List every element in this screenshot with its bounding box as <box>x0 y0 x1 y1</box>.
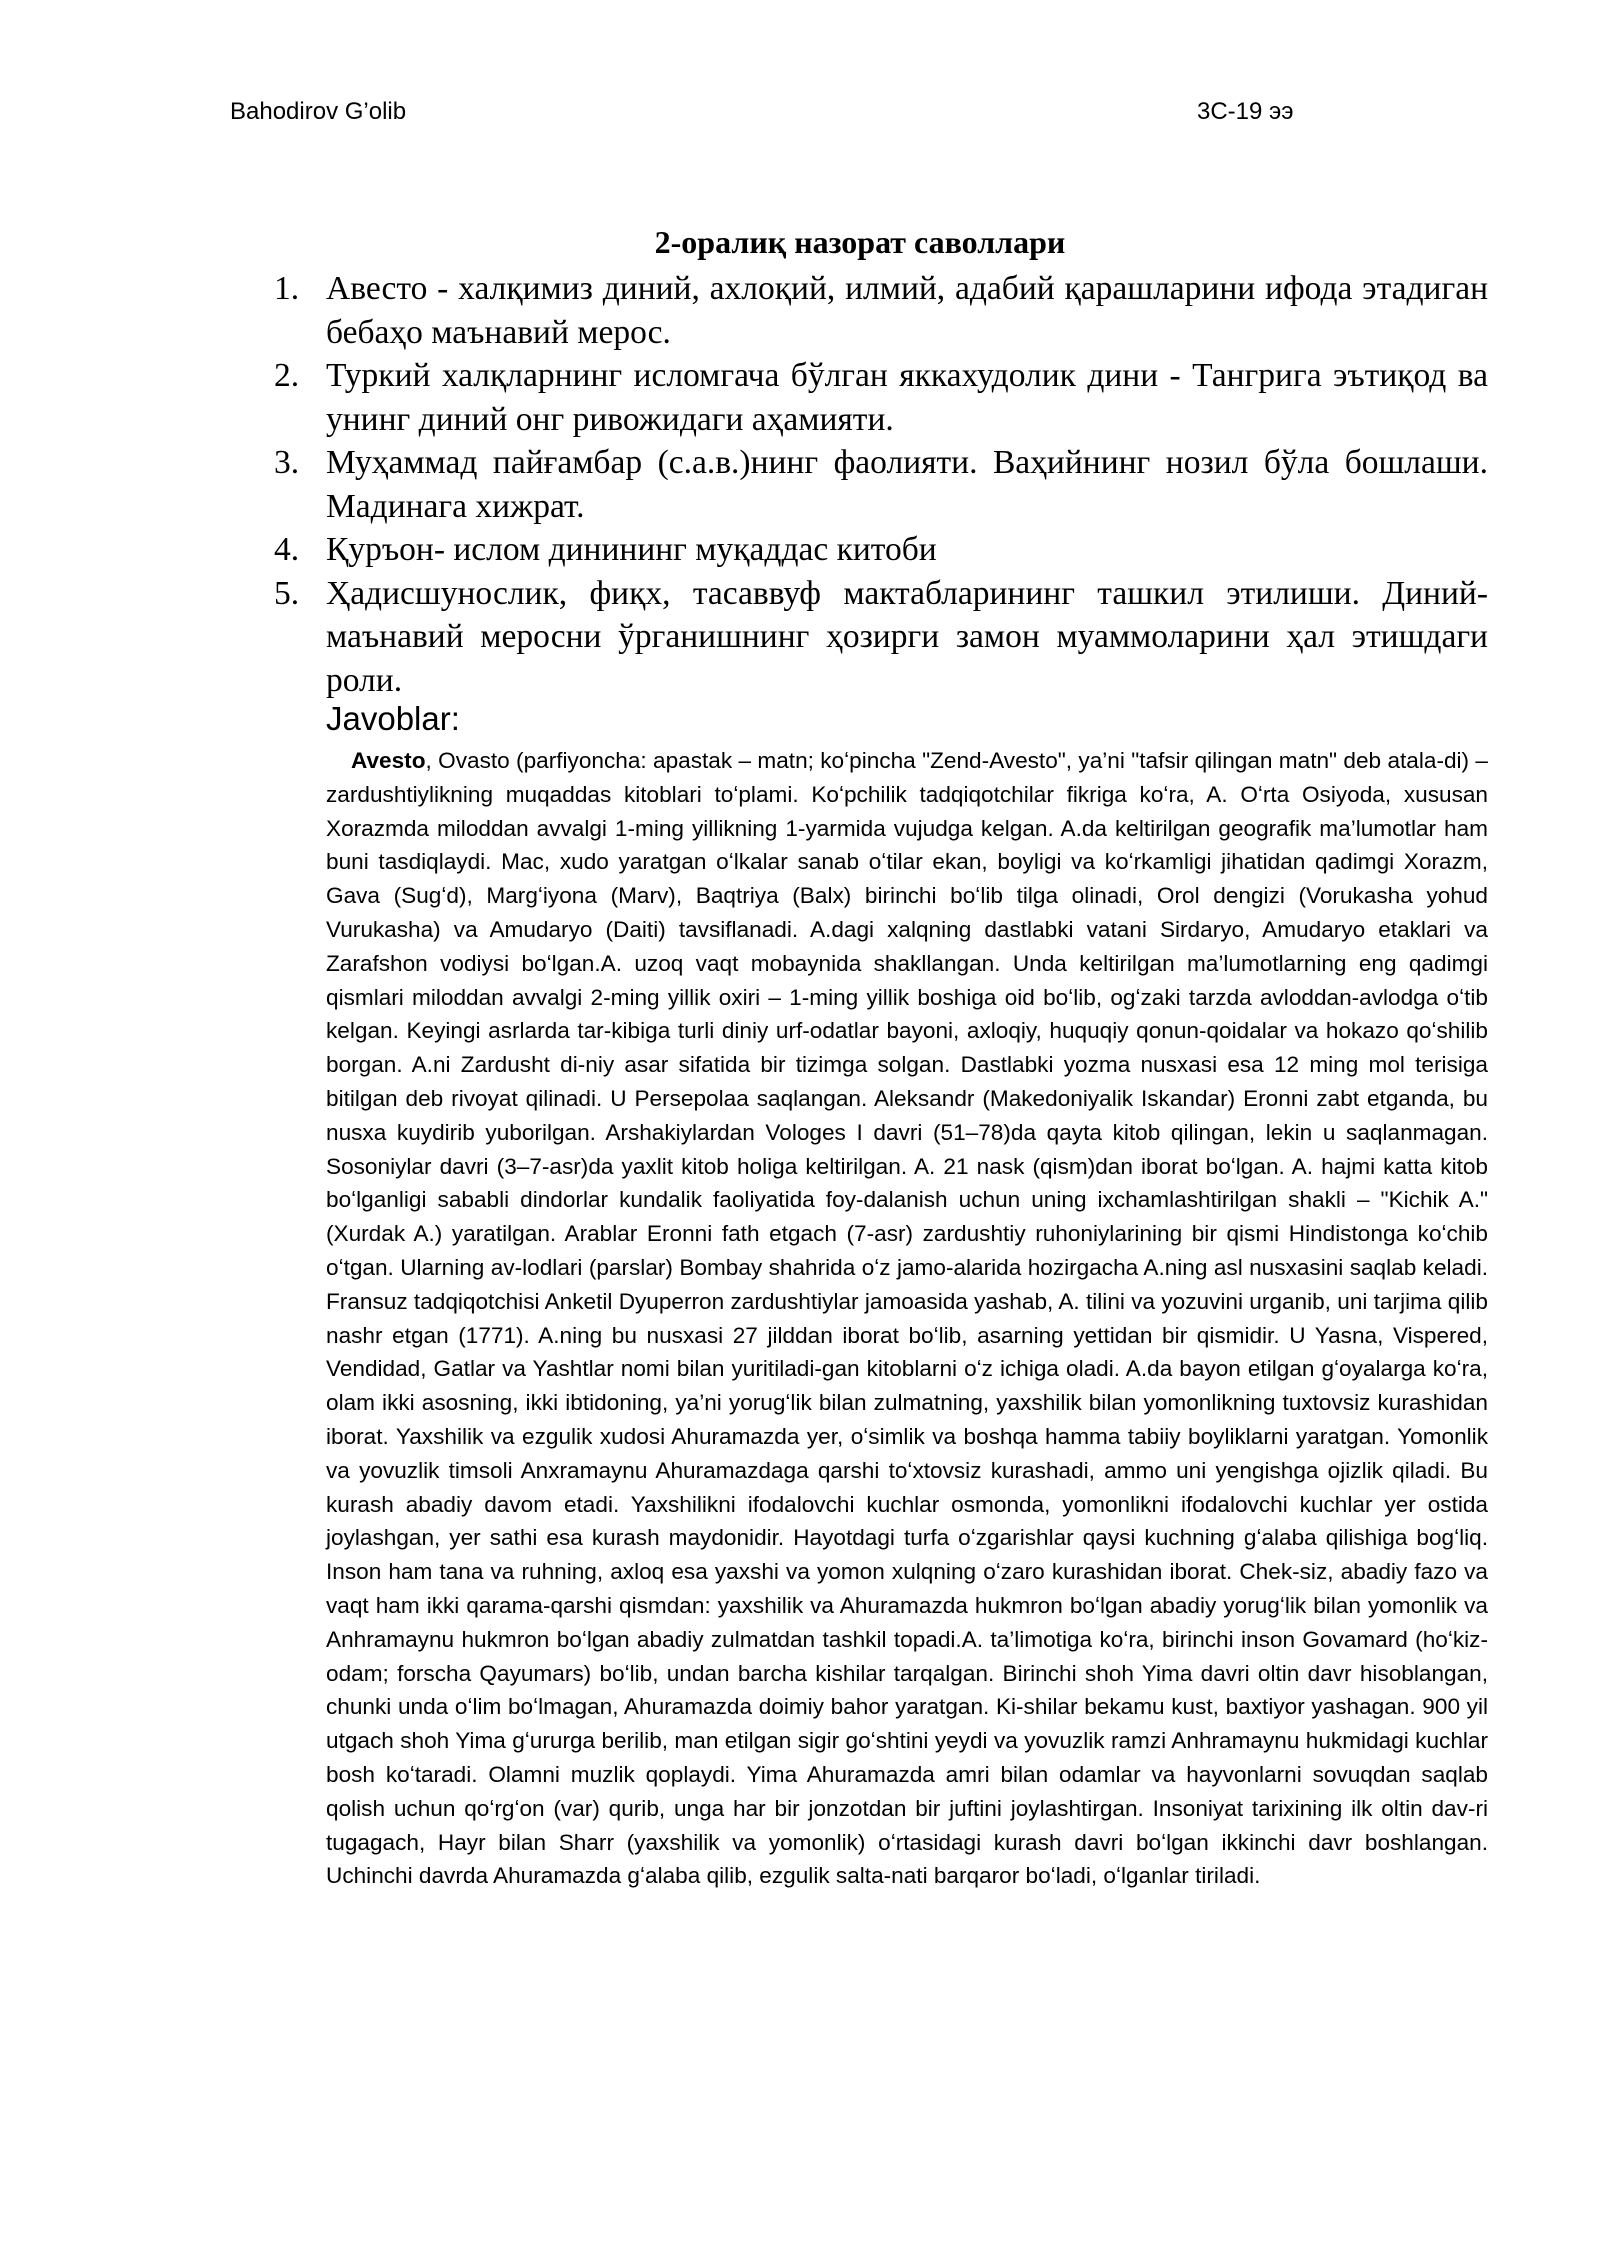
question-number: 4. <box>274 531 300 568</box>
header-author: Bahodirov G’olib <box>230 98 407 125</box>
question-text: Ҳадисшунослик, фиқх, тасаввуф мактабларининг ташкил этилиши. Диний-маънавий меросни ўрганишнинг ҳозирги замон муаммоларини ҳал этишдаги роли. <box>326 574 1488 699</box>
question-item <box>274 572 1488 703</box>
question-number: 3. <box>274 444 300 481</box>
question-item <box>274 528 1488 572</box>
question-number: 5. <box>274 574 300 612</box>
question-text: Қуръон- ислом динининг муқаддас китоби <box>326 531 937 568</box>
answer-paragraph <box>326 744 1488 1893</box>
question-text: Авесто - халқимиз диний, ахлоқий, илмий, адабий қарашларини ифода этадиган бебаҳо маънавий мерос. <box>326 270 1488 351</box>
questions-list <box>262 267 1488 702</box>
question-item <box>274 354 1488 441</box>
answer-term: Avesto <box>351 748 426 773</box>
question-number: 1. <box>274 270 300 307</box>
question-text: Муҳаммад пайғамбар (с.а.в.)нинг фаолияти. Ваҳийнинг нозил бўла бошлаши. Мадинага хижрат. <box>326 444 1488 525</box>
document-title: 2-оралиқ назорат саволлари <box>654 224 1066 260</box>
question-number: 2. <box>274 357 300 394</box>
question-item <box>274 441 1488 528</box>
question-text: Туркий халқларнинг исломгача бўлган яккахудолик дини - Тангрига эътиқод ва унинг диний онг ривожидаги аҳамияти. <box>326 357 1488 438</box>
header-group: 3C-19 ээ <box>1197 98 1294 125</box>
answer-text: , Ovasto (parfiyoncha: apastak – matn; koʻpincha "Zend-Avesto", ya’ni "tafsir qilingan matn" deb atala-di) – zardushtiylikning muqaddas kitoblari toʻplami. Koʻpchilik tadqiqotchilar fikriga koʻra, A. Oʻrta Osiyoda, xususan Xorazmda miloddan avvalgi 1-ming yillikning 1-yarmida vujudga kelgan. A.da keltirilgan geografik ma’lumotlar ham buni tasdiqlaydi. Mac, xudo yaratgan oʻlkalar sanab oʻtilar ekan, boyligi va koʻrkamligi jihatidan qadimgi Xorazm, Gava (Sugʻd), Margʻiyona (Marv), Baqtriya (Balx) birinchi boʻlib tilga olinadi, Orol dengizi (Vorukasha yohud Vurukasha) va Amudaryo (Daiti) tavsiflanadi. A.dagi xalqning dastlabki vatani Sirdaryo, Amudaryo etaklari va Zarafshon vodiysi boʻlgan.A. uzoq vaqt mobaynida shakllangan. Unda keltirilgan ma’lumotlarning eng qadimgi qismlari miloddan avvalgi 2-ming yillik oxiri – 1-ming yillik boshiga oid boʻlib, ogʻzaki tarzda avloddan-avlodga oʻtib kelgan. Keyingi asrlarda tar-kibiga turli diniy urf-odatlar bayoni, axloqiy, huquqiy qonun-qoidalar va hokazo qoʻshilib borgan. A.ni Zardusht di-niy asar sifatida bir tizimga solgan. Dastlabki yozma nusxasi esa 12 ming mol terisiga bitilgan deb rivoyat qilinadi. U Persepolaa saqlangan. Aleksandr (Makedoniyalik Iskandar) Eronni zabt etganda, bu nusxa kuydirib yuborilgan. Arshakiylardan Vologes I davri (51–78)da qayta kitob qilingan, lekin u saqlanmagan. Sosoniylar davri (3–7-asr)da yaxlit kitob holiga keltirilgan. A. 21 nask (qism)dan iborat boʻlgan. A. hajmi katta kitob boʻlganligi sababli dindorlar kundalik faoliyatida foy-dalanish uchun uning ixchamlashtirilgan shakli – "Kichik A." (Xurdak A.) yaratilgan. Arablar Eronni fath etgach (7-asr) zardushtiy ruhoniylarining bir qismi Hindistonga koʻchib oʻtgan. Ularning av-lodlari (parslar) Bombay shahrida oʻz jamo-alarida hozirgacha A.ning asl nusxasini saqlab keladi. Fransuz tadqiqotchisi Anketil Dyuperron zardushtiylar jamoasida yashab, A. tilini va yozuvini urganib, uni tarjima qilib nashr etgan (1771). A.ning bu nusxasi 27 jilddan iborat boʻlib, asarning yettidan bir qismidir. U Yasna, Vispered, Vendidad, Gatlar va Yashtlar nomi bilan yuritiladi-gan kitoblarni oʻz ichiga oladi. A.da bayon etilgan gʻoyalarga koʻra, olam ikki asosning, ikki ibtidoning, ya’ni yorugʻlik bilan zulmatning, yaxshilik bilan yomonlikning tuxtovsiz kurashidan iborat. Yaxshilik va ezgulik xudosi Ahuramazda yer, oʻsimlik va boshqa hamma tabiiy boyliklarni yaratgan. Yomonlik va yovuzlik timsoli Anxramaynu Ahuramazdaga qarshi toʻxtovsiz kurashadi, ammo uni yengishga ojizlik qiladi. Bu kurash abadiy davom etadi. Yaxshilikni ifodalovchi kuchlar osmonda, yomonlikni ifodalovchi kuchlar yer ostida joylashgan, yer sathi esa kurash maydonidir. Hayotdagi turfa oʻzgarishlar qaysi kuchning gʻalaba qilishiga bogʻliq. Inson ham tana va ruhning, axloq esa yaxshi va yomon xulqning oʻzaro kurashidan iborat. Chek-siz, abadiy fazo va vaqt ham ikki qarama-qarshi qismdan: yaxshilik va Ahuramazda hukmron boʻlgan abadiy yorugʻlik bilan yomonlik va Anhramaynu hukmron boʻlgan abadiy zulmatdan tashkil topadi.A. ta’limotiga koʻra, birinchi inson Govamard (hoʻkiz-odam; forscha Qayumars) boʻlib, undan barcha kishilar tarqalgan. Birinchi shoh Yima davri oltin davr hisoblangan, chunki unda oʻlim boʻlmagan, Ahuramazda doimiy bahor yaratgan. Ki-shilar bekamu kust, baxtiyor yashagan. 900 yil utgach shoh Yima gʻururga berilib, man etilgan sigir goʻshtini yeydi va yovuzlik ramzi Anhramaynu hukmidagi kuchlar bosh koʻtaradi. Olamni muzlik qoplaydi. Yima Ahuramazda amri bilan odamlar va hayvonlarni sovuqdan saqlab qolish uchun qoʻrgʻon (var) qurib, unga har bir jonzotdan bir juftini joylashtirgan. Insoniyat tarixining ilk oltin dav-ri tugagach, Hayr bilan Sharr (yaxshilik va yomonlik) oʻrtasidagi kurash davri boʻlgan ikkinchi davr boshlangan. Uchinchi davrda Ahuramazda gʻalaba qilib, ezgulik salta-nati barqaror boʻladi, oʻlganlar tiriladi. <box>326 748 1488 1889</box>
answers-heading: Javoblar: <box>326 700 460 737</box>
question-item <box>274 267 1488 354</box>
